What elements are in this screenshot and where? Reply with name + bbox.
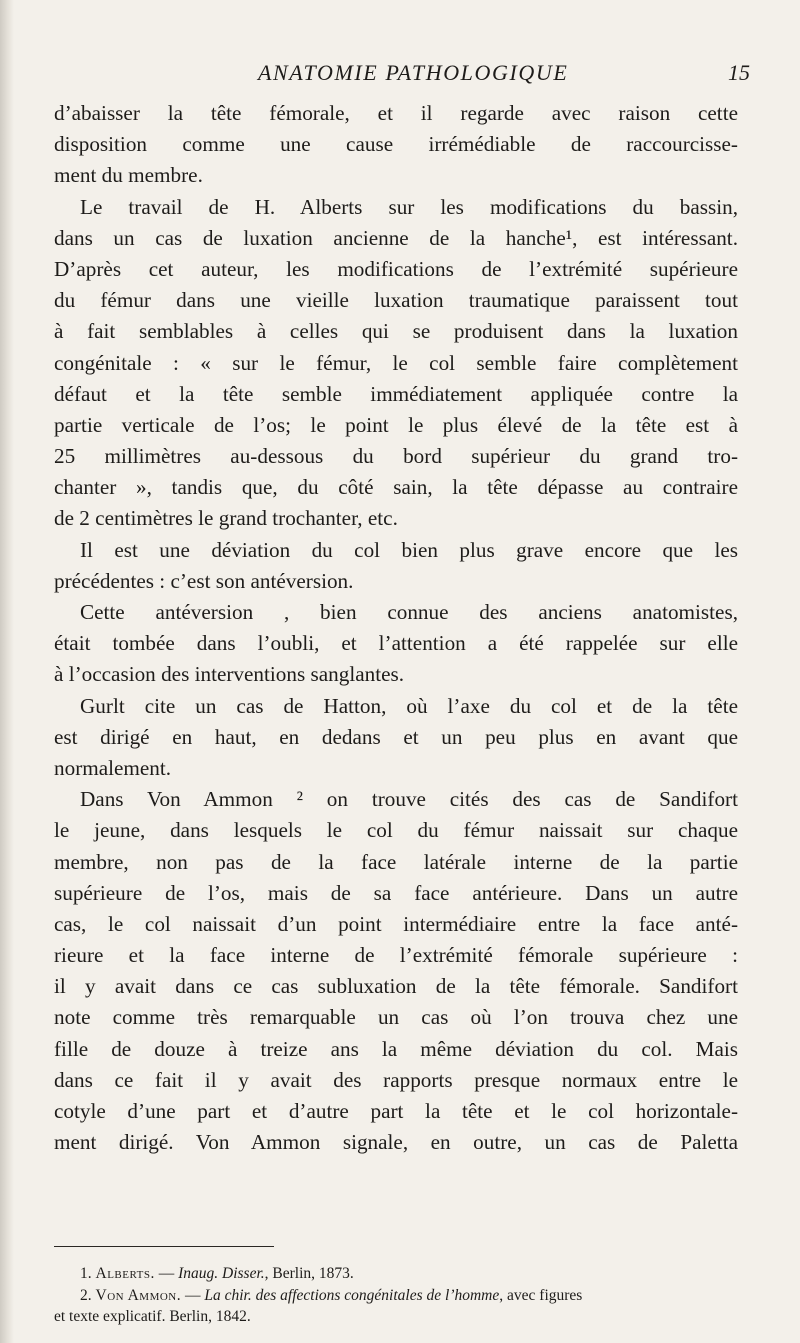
text-line: cas, le col naissait d’un point intermédiaire entre la face anté- [54, 911, 738, 936]
text-line: Cette antéversion , bien connue des anciens anatomistes, [80, 600, 738, 624]
text-line: Dans Von Ammon ² on trouve cités des cas de Sandifort [80, 787, 738, 812]
text-line: fille de douze à treize ans la même déviation du col. Mais [54, 1036, 738, 1061]
footnotes [54, 1263, 744, 1328]
text-line: D’après cet auteur, les modifications de l’extrémité supérieure [54, 256, 738, 281]
footnote-number: 2. [80, 1286, 92, 1304]
running-head: ANATOMIE PATHOLOGIQUE [258, 60, 569, 85]
footnote-separator: — [181, 1286, 205, 1304]
footnote-separator: — [154, 1265, 179, 1282]
text-line: ment du membre. [54, 163, 203, 188]
page-header [0, 60, 800, 90]
text-line: ment dirigé. Von Ammon signale, en outre, un cas de Paletta [54, 1130, 738, 1155]
main-text-block [54, 98, 738, 1158]
footnote-separator-rule [54, 1246, 274, 1247]
footnote-author: Alberts. [95, 1265, 155, 1282]
text-line: membre, non pas de la face latérale interne de la partie [54, 849, 738, 874]
text-line: 25 millimètres au-dessous du bord supérieur du grand tro- [54, 444, 738, 469]
text-line: précédentes : c’est son antéversion. [54, 568, 354, 593]
text-line: normalement. [54, 755, 172, 780]
footnote-title: La chir. des affections congénitales de l’homme [204, 1286, 500, 1304]
text-line: du fémur dans une vieille luxation traumatique paraissent tout [54, 288, 738, 313]
footnote-title: Inaug. Disser. [178, 1265, 265, 1282]
text-line: congénitale : « sur le fémur, le col semble faire complètement [54, 350, 738, 375]
text-line: disposition comme une cause irrémédiable de raccourcisse- [54, 132, 738, 157]
text-line: Le travail de H. Alberts sur les modifications du bassin, [80, 194, 738, 219]
text-line: note comme très remarquable un cas où l’on trouva chez une [54, 1005, 738, 1030]
text-line: est dirigé en haut, en dedans et un peu plus en avant que [54, 724, 738, 749]
text-line: le jeune, dans lesquels le col du fémur naissait sur chaque [54, 818, 738, 843]
text-line: d’abaisser la tête fémorale, et il regarde avec raison cette [54, 101, 738, 125]
text-line: dans un cas de luxation ancienne de la hanche¹, est intéressant. [54, 225, 738, 250]
text-line: dans ce fait il y avait des rapports presque normaux entre le [54, 1067, 738, 1092]
text-line: chanter », tandis que, du côté sain, la tête dépasse au contraire [54, 475, 738, 500]
text-line: Il est une déviation du col bien plus grave encore que les [80, 537, 738, 562]
footnote-details: , avec figures [499, 1286, 583, 1304]
text-line: rieure et la face interne de l’extrémité fémorale supérieure : [54, 943, 738, 968]
footnote-author: Von Ammon. [95, 1286, 182, 1304]
footnote-details: , Berlin, 1873. [264, 1265, 354, 1282]
footnote-1 [54, 1263, 744, 1285]
text-line: cotyle d’une part et d’autre part la tête et le col horizontale- [54, 1099, 738, 1123]
text-line: partie verticale de l’os; le point le plus élevé de la tête est à [54, 412, 738, 437]
text-line: à fait semblables à celles qui se produisent dans la luxation [54, 319, 738, 344]
footnote-2 [54, 1285, 744, 1307]
page-gutter-shadow [0, 0, 14, 1343]
footnote-number: 1. [80, 1265, 92, 1282]
text-line: il y avait dans ce cas subluxation de la tête fémorale. Sandifort [54, 974, 738, 999]
footnote-2-continuation: et texte explicatif. Berlin, 1842. [54, 1308, 251, 1325]
text-line: était tombée dans l’oubli, et l’attention a été rappelée sur elle [54, 631, 738, 656]
text-line: supérieure de l’os, mais de sa face antérieure. Dans un autre [54, 880, 738, 905]
text-line: défaut et la tête semble immédiatement appliquée contre la [54, 381, 738, 406]
text-line: de 2 centimètres le grand trochanter, etc. [54, 506, 398, 531]
text-line: Gurlt cite un cas de Hatton, où l’axe du col et de la tête [80, 693, 738, 718]
page-number: 15 [728, 60, 750, 85]
text-line: à l’occasion des interventions sanglantes. [54, 662, 405, 687]
